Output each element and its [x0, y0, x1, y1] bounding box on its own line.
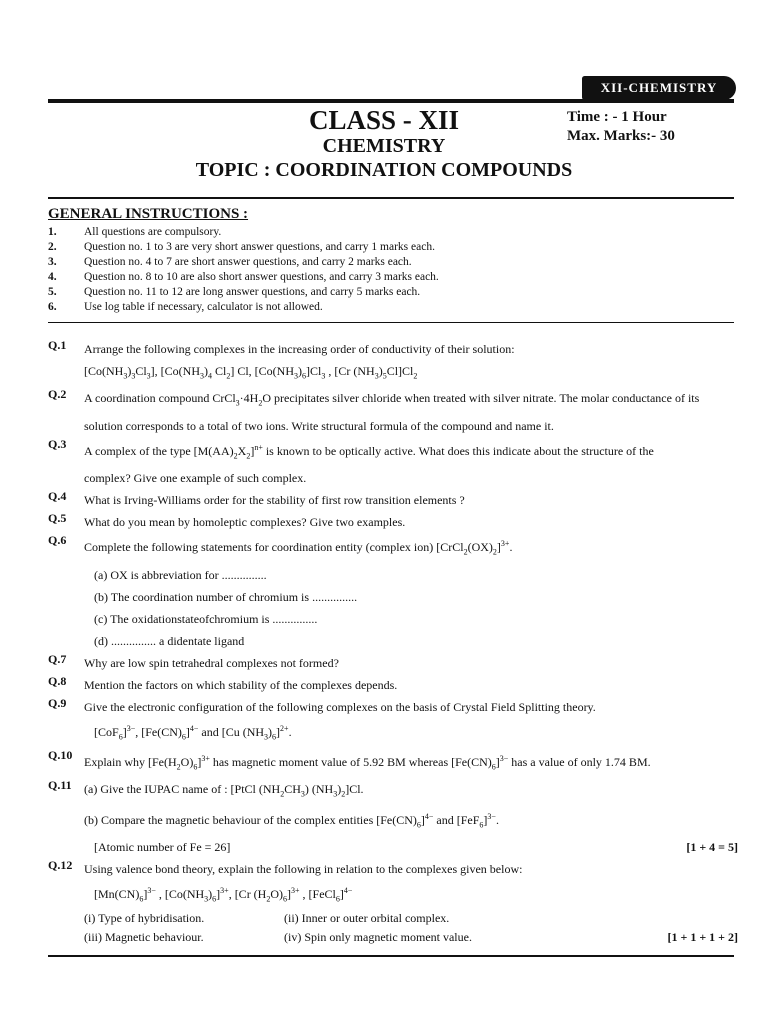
question-number: Q.3: [48, 436, 67, 451]
question-text: Using valence bond theory, explain the following in relation to the complexes given below:: [84, 862, 523, 877]
question-text: A complex of the type $[M(AA)_2X_2]^{n+}$ is known to be optically active. What does this indicate about the structure of the: [84, 442, 654, 461]
question-9: [48, 696, 738, 748]
formula-line: $[CoF_6]^{3-}$, $[Fe(CN)_6]^{4-}$ and [Cu $(NH_3)_6]^{2+}$.: [94, 723, 292, 741]
sub-question-b: (b) Compare the magnetic behaviour of the complex entities $[Fe(CN)_6]^{4-}$ and $[FeF_6]^{3-}$.: [84, 811, 499, 830]
instruction-number: 2.: [48, 241, 57, 253]
part-iii: (iii) Magnetic behaviour.: [84, 929, 204, 944]
question-number: Q.8: [48, 673, 67, 688]
subject-title: CHEMISTRY: [322, 135, 446, 157]
instruction-text: All questions are compulsory.: [84, 226, 222, 238]
question-number: Q.11: [48, 778, 72, 793]
sub-question-a: (a) OX is abbreviation for ...............: [94, 567, 267, 582]
instructions-list: [48, 225, 728, 315]
subject-badge: XII-CHEMISTRY: [582, 76, 736, 100]
instruction-number: 5.: [48, 286, 57, 298]
instruction-number: 3.: [48, 256, 57, 268]
question-text: Give the electronic configuration of the following complexes on the basis of Crystal Field Splitting theory.: [84, 699, 596, 714]
question-7: [48, 652, 738, 674]
question-text: Arrange the following complexes in the increasing order of conductivity of their solution:: [84, 342, 515, 356]
question-number: Q.4: [48, 489, 67, 504]
question-text: Complete the following statements for coordination entity (complex ion) $[CrCl_2(OX)_2]^{3+}$.: [84, 539, 513, 557]
question-text: A coordination compound $CrCl_3\cdot 4H_2O$ precipitates silver chloride when treated with silver nitrate. The molar conductance of its: [84, 391, 700, 408]
questions-section: [48, 338, 738, 945]
instruction-item: [48, 225, 728, 240]
sub-question-c: (c) The oxidationstateofchromium is ...............: [94, 611, 318, 626]
question-1: [48, 338, 738, 387]
instruction-text: Question no. 4 to 7 are short answer questions, and carry 2 marks each.: [84, 256, 412, 268]
instruction-item: [48, 255, 728, 270]
question-text: Explain why $[Fe(H_2O)_6]^{3+}$ has magnetic moment value of 5.92 BM whereas $[Fe(CN)_6]^{3-}$ has a value of only 1.74 BM.: [84, 753, 651, 772]
question-text-cont: complex? Give one example of such complex.: [84, 471, 307, 486]
question-number: Q.10: [48, 747, 73, 762]
formula-line: $[Mn(CN)_6]^{3-}$ , $[Co(NH_3)_6]^{3+}$, [Cr $(H_2O)_6]^{3+}$ , [FeCl$_6$]$^{4-}$: [94, 886, 353, 904]
instruction-item: [48, 270, 728, 285]
section-rule: [48, 197, 734, 199]
instruction-number: 1.: [48, 226, 57, 238]
class-title: CLASS - XII: [308, 105, 460, 135]
instructions-title: GENERAL INSTRUCTIONS :: [48, 206, 249, 222]
atomic-number-note: [Atomic number of Fe = 26]: [94, 840, 231, 855]
question-number: Q.5: [48, 511, 67, 526]
question-4: [48, 489, 738, 511]
formula-line: $[Co(NH_3)_3Cl_3]$, [$Co(NH_3)_4$ $Cl_2$] Cl, $[Co(NH_3)_6]Cl_3$ , [Cr $(NH_3)_5Cl]Cl_2$: [84, 364, 418, 381]
question-12: [48, 858, 738, 944]
header-rule: [48, 99, 734, 103]
question-number: Q.9: [48, 695, 67, 710]
question-11: [48, 778, 738, 858]
footer-rule: [48, 955, 734, 957]
instruction-text: Question no. 8 to 10 are also short answer questions, and carry 3 marks each.: [84, 271, 439, 283]
question-text: What is Irving-Williams order for the stability of first row transition elements ?: [84, 493, 465, 508]
question-text-cont: solution corresponds to a total of two ions. Write structural formula of the compound and name it.: [84, 418, 554, 433]
question-text: What do you mean by homoleptic complexes? Give two examples.: [84, 515, 406, 530]
question-number: Q.12: [48, 858, 73, 873]
instruction-text: Question no. 1 to 3 are very short answer questions, and carry 1 marks each.: [84, 241, 435, 253]
max-marks-label: Max. Marks:- 30: [567, 128, 675, 144]
question-10: [48, 748, 738, 778]
question-5: [48, 511, 738, 533]
instruction-text: Use log table if necessary, calculator is not allowed.: [84, 301, 323, 313]
question-number: Q.7: [48, 651, 67, 666]
instructions-divider: [48, 322, 734, 323]
question-number: Q.2: [48, 387, 67, 402]
question-8: [48, 674, 738, 696]
marks-label: [1 + 4 = 5]: [686, 840, 738, 855]
time-label: Time : - 1 Hour: [567, 109, 667, 125]
question-text: Mention the factors on which stability of the complexes depends.: [84, 677, 398, 692]
time-marks-block: [567, 108, 675, 146]
part-ii: (ii) Inner or outer orbital complex.: [284, 910, 450, 925]
question-number: Q.1: [48, 338, 67, 352]
instruction-item: [48, 285, 728, 300]
part-iv: (iv) Spin only magnetic moment value.: [284, 929, 472, 944]
instruction-item: [48, 240, 728, 255]
question-number: Q.6: [48, 533, 67, 548]
topic-title: TOPIC : COORDINATION COMPOUNDS: [195, 159, 573, 181]
question-2: [48, 387, 738, 436]
question-text: Why are low spin tetrahedral complexes not formed?: [84, 655, 339, 670]
question-6: [48, 533, 738, 651]
question-3: [48, 437, 738, 489]
marks-label: [1 + 1 + 1 + 2]: [667, 929, 738, 944]
sub-question-b: (b) The coordination number of chromium is ...............: [94, 589, 358, 604]
instruction-item: [48, 300, 728, 315]
instruction-text: Question no. 11 to 12 are long answer questions, and carry 5 marks each.: [84, 286, 421, 298]
instruction-number: 6.: [48, 301, 57, 313]
sub-question-d: (d) ............... a didentate ligand: [94, 633, 245, 648]
instruction-number: 4.: [48, 271, 57, 283]
sub-question-a: (a) Give the IUPAC name of : [PtCl $(NH_2CH_3)$ $(NH_3)_2]Cl$.: [84, 782, 364, 799]
part-i: (i) Type of hybridisation.: [84, 910, 205, 925]
